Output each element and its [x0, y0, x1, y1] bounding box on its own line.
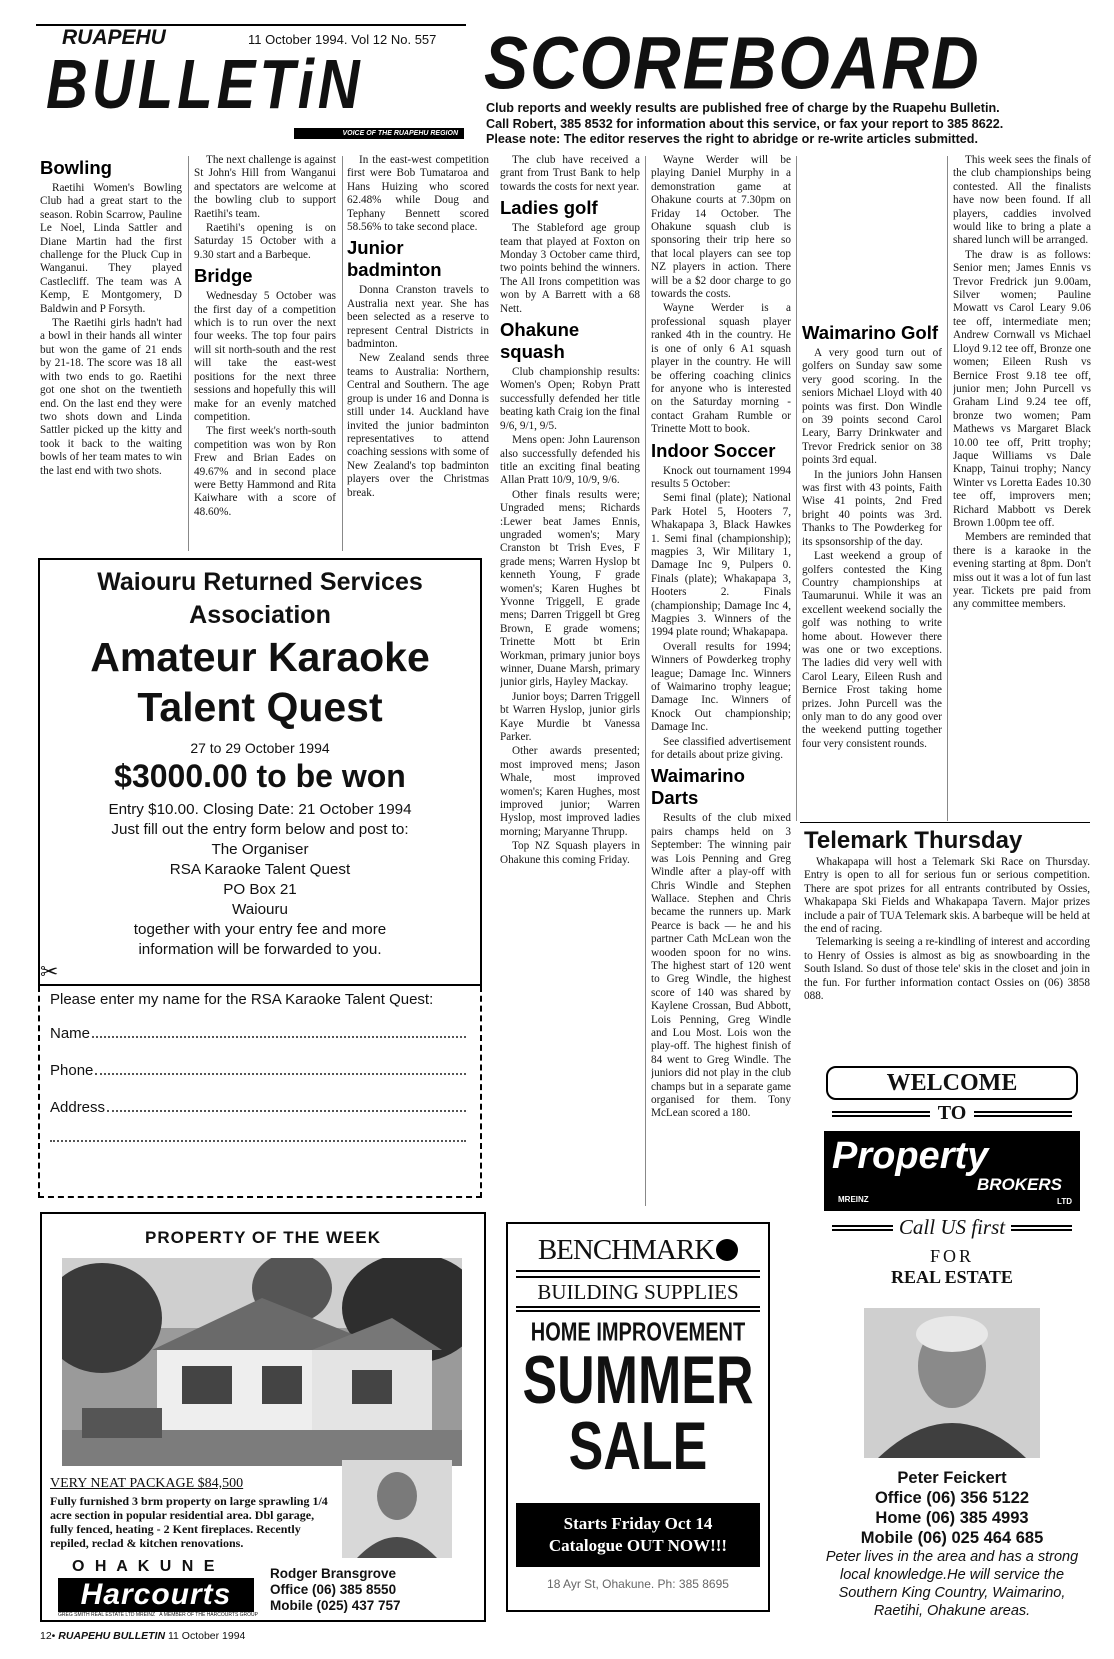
rsa-form-name-field[interactable] [92, 1025, 466, 1038]
column-4 [500, 154, 640, 1209]
ladies-golf-heading: Ladies golf [500, 197, 598, 219]
benchmark-line-3: SALE [568, 1409, 708, 1485]
golf-paragraph: The draw is as follows: Senior men; James Ennis vs Trevor Fredrick jun 9.00am, Silver women; Pauline Mowatt vs Carol Leary 9.06 tee off, intermediate men; Andrew Cornwall vs Michael Lloyd 9.12 tee off, Bronze one women; Eileen Rush vs Bernice Frost 9.18 tee off, junior men; John Purcell vs Graham Lind 9.24 tee off, bronze two women; Pam Mathews vs Margaret Black 10.00 tee off, Pritt trophy; Jaque Williams vs Dale Knapp, Tainui trophy; Nancy Winter vs Loretta Eades 10.30 tee off, improvers men; Richard Mabbott vs Derek Brown 1.00pm tee off. [953, 248, 1091, 529]
soccer-paragraph: Overall results for 1994; Winners of Powderkeg trophy league; Damage Inc. Winners of Waimarino trophy league; Damage Inc. Winners of Knock Out championship; Damage Inc. [651, 640, 791, 734]
pow-title: PROPERTY OF THE WEEK [145, 1228, 381, 1247]
rsa-entry: Entry $10.00. Closing Date: 21 October 1994 [108, 801, 412, 818]
rsa-form-address-label: Address [50, 1099, 106, 1116]
rsa-title-line-3: Amateur Karaoke [90, 634, 430, 680]
pb-logo-ltd: LTD [1057, 1197, 1072, 1206]
rsa-form-address-field[interactable] [107, 1099, 466, 1112]
masthead [36, 18, 466, 148]
squash-paragraph: Wayne Werder is a professional squash player ranked 4th in the country. He is one of only 6 A1 squash player in the country. He will be offering coaching clinics for anyone who is interested on the Saturday morning - contact Graham Rumble or Trinette Mott to book. [651, 302, 791, 436]
rsa-title-line-2: Association [189, 601, 331, 629]
golf-paragraph: This week sees the finals of the club championships being contested. All the finalists have now been found. If all players, caddies involved would like to bring a plate a shared lunch will be arranged. [953, 154, 1091, 247]
rsa-karaoke-ad [38, 558, 482, 986]
rsa-form-intro: Please enter my name for the RSA Karaoke Talent Quest: [50, 991, 434, 1008]
badminton-paragraph: Donna Cranston travels to Australia next year. She has been selected as a reserve to represent Central Districts in badminton. [347, 284, 489, 351]
property-brokers-ad [818, 1060, 1086, 1620]
scoreboard-info-line-3: Please note: The editor reserves the right to abridge or re-write articles submitted. [486, 132, 978, 146]
benchmark-line-2: SUMMER [522, 1343, 754, 1419]
masthead-ruapehu: RUAPEHU [62, 26, 166, 49]
harcourts-company: GREG SMITH REAL ESTATE LTD MREINZ [58, 1612, 156, 1618]
masthead-issue: 11 October 1994. Vol 12 No. 557 [248, 32, 437, 47]
squash-paragraph: Club championship results: Women's Open; Robyn Pratt successfully defended her title beating kath Craig ion the final 9/6, 9/1, 9/5. [500, 366, 640, 432]
benchmark-logo-icon [716, 1239, 738, 1261]
badminton-paragraph: The club have received a grant from Trust Bank to help towards the costs for next year. [500, 154, 640, 193]
junior-badminton-heading: Junior badminton [347, 237, 442, 281]
pow-description: Fully furnished 3 brm property on large sprawling 1/4 acre section in popular residential area. Dbl garage, fully fenced, heating - 2 Kent fireplaces. Recently repiled, reclad & kitchen renovations. [50, 1494, 328, 1550]
ohakune-squash-heading: Ohakune squash [500, 319, 580, 363]
soccer-paragraph: Semi final (plate); National Park Hotel 5, Hooters 7, Whakapapa 3, Black Hawkes 1. Semi final (championship); magpies 3, Wir Military 1, Damage Inc 9, Pulpers 0. Finals (plate); Whakapapa 3, Hooters 2. Finals (championship; Damage Inc 4, Magpies 3. Winners of the 1994 plate round; Whakapapa. [651, 492, 791, 639]
rsa-address-line: Waiouru [232, 901, 288, 918]
pb-agent-blurb: Peter lives in the area and has a strong local knowledge.He will service the Southern King Country, Waimarino, Raetihi, Ohakune areas. [825, 1549, 1079, 1619]
column-5 [651, 154, 791, 1209]
scoreboard-info [486, 101, 1086, 148]
squash-paragraph: Other awards presented; most improved mens; Jason Whale, most improved women's; Karen Hughes, most improved junior; Warren Hyslop, most improved ladies morning; Maryanne Thrupp. [500, 745, 640, 838]
rsa-form-address-row[interactable] [50, 1099, 470, 1116]
rsa-address-line: The Organiser [211, 841, 309, 858]
column-6 [802, 154, 942, 819]
telemark-paragraph: Telemarking is seeing a re-kindling of interest and according to Henry of Ossies is almost as big as snowboarding in the South Island. So dust of those tele' skis in the closet and join in the fun. For further information contact Ossies on (06) 3858 088. [804, 936, 1090, 1003]
harcourts-logo: Harcourts [58, 1578, 254, 1612]
rsa-form-phone-label: Phone [50, 1062, 94, 1079]
scoreboard-info-line-2: Call Robert, 385 8532 for information about this service, or fax your report to 385 8622. [486, 116, 1004, 131]
rsa-closing-line: information will be forwarded to you. [138, 941, 382, 958]
footer-date: 11 October 1994 [167, 1630, 246, 1642]
benchmark-brand [508, 1232, 768, 1268]
bridge-paragraph: Wednesday 5 October was the first day of a competition which is to run over the next four weeks. The top four pairs will sit north-south and the rest will take the east-west positions for the next three sessions and hopefully this will make for an evenly matched competition. [194, 290, 336, 423]
bridge-heading: Bridge [194, 265, 253, 287]
pow-agent-mobile: Mobile (025) 437 757 [270, 1598, 401, 1613]
waimarino-golf-heading: Waimarino Golf [802, 322, 939, 343]
badminton-paragraph: New Zealand sends three teams to Australia: Northern, Central and Southern. The age group is under 16 and Donna is still under 14. Auckland have invited the junior badminton representatives to attend coaching sessions with some of New Zealand's top badminton players over the Christmas break. [347, 352, 489, 499]
pb-logo-mreinz: MREINZ [838, 1195, 869, 1204]
column-2 [194, 154, 336, 550]
agent-photo [342, 1460, 452, 1558]
masthead-bulletin-logo: BULLETiN [46, 45, 364, 124]
rsa-dates: 27 to 29 October 1994 [190, 740, 330, 756]
telemark-paragraph: Whakapapa will host a Telemark Ski Race on Thursday. Entry is open to all for serious fun or serious competition. There are spot prizes for all entrants contributed by Ossies, Whakapapa Ski Fields and Whakapapa Tavern. Major prizes include a pair of TUA Telemark skis. A barbeque will be held at the end of racing. [804, 856, 1090, 936]
pb-logo [824, 1131, 1080, 1211]
golf-paragraph: A very good turn out of golfers on Sunday saw some very good scoring. In the seniors Michael Lloyd with 40 points was first. Don Windle on 39 points second Carol Leary, Barry Drinkwater and Trevor Fredrick senior on 38 points 3rd equal. [802, 347, 942, 467]
harcourts-small-print [58, 1612, 258, 1618]
golf-paragraph: Last weekend a group of golfers contested the King Country championships at Taumarunui. While it was an excellent weekend socially the golf was nothing to write home about. However there was one or two exceptions. The ladies did very well with Carol Leary, Eileen Rush and Bernice Frost taking home prizes. John Purcell was the only man to do any good over the weekend putting together four very consistent rounds. [802, 550, 942, 750]
rsa-address-line: RSA Karaoke Talent Quest [169, 861, 351, 878]
house-photo [62, 1258, 462, 1466]
squash-paragraph: Junior boys; Darren Triggell bt Warren Hyslop, junior girls Kaye Murdie bt Vanessa Parker. [500, 690, 640, 744]
pow-town: O H A K U N E [72, 1558, 218, 1575]
benchmark-starts: Starts Friday Oct 14 [563, 1514, 713, 1533]
soccer-paragraph: Knock out tournament 1994 results 5 October: [651, 464, 791, 490]
page-footer [40, 1630, 245, 1642]
squash-paragraph: Other finals results were; Ungraded mens; Richards :Lewer beat James Ennis, ungraded women's; Mary Cranston bt Trish Eves, F grade mens; Warren Hyslop bt kenneth Young, F grade women's; Karen Hughes bt Yvonne Triggell, E grade mens; Darren Triggell bt Greg Brown, E grade womens; Trinette Mott bt Erin Workman, primary junior boys winner, Duane Marsh, primary junior girls, Hayley Mackay. [500, 488, 640, 689]
masthead-tagline: VOICE OF THE RUAPEHU REGION [294, 128, 464, 139]
scissors-icon: ✂ [40, 960, 59, 985]
indoor-soccer-heading: Indoor Soccer [651, 439, 776, 461]
pb-agent-office: Office (06) 356 5122 [874, 1489, 1030, 1507]
pow-agent-name: Rodger Bransgrove [270, 1566, 397, 1581]
benchmark-line-1: HOME IMPROVEMENT [530, 1318, 746, 1348]
squash-paragraph: Top NZ Squash players in Ohakune this coming Friday. [500, 840, 640, 866]
column-1 [40, 154, 182, 550]
pb-agent-photo [864, 1308, 1040, 1458]
footer-paper-name: RUAPEHU BULLETIN [58, 1630, 166, 1642]
rsa-closing-line: together with your entry fee and more [133, 921, 387, 938]
benchmark-ad [506, 1222, 770, 1612]
benchmark-sub: BUILDING SUPPLIES [537, 1280, 739, 1304]
bowling-heading: Bowling [40, 157, 112, 178]
rsa-address-line: PO Box 21 [223, 881, 297, 898]
pb-logo-brokers: BROKERS [976, 1175, 1062, 1194]
scoreboard-info-line-1: Club reports and weekly results are published free of charge by the Ruapehu Bulletin. [486, 101, 1000, 115]
rsa-form-phone-row[interactable] [50, 1062, 470, 1079]
bridge-paragraph: In the east-west competition first were Bob Tumataroa and Hans Huizing who scored 62.48% while Doug and Tephany Bennett scored 58.56% to take second place. [347, 154, 489, 234]
bowling-paragraph: Raetihi's opening is on Saturday 15 October with a 9.30 start and a Barbeque. [194, 222, 336, 261]
bridge-paragraph: The first week's north-south competition was won by Ron Frew and Brian Eades on 49.67% and in second place were Betty Hammond and Rita Kaiwhare with a score of 48.60%. [194, 425, 336, 518]
darts-paragraph: Results of the club mixed pairs champs held on 3 September: The winning pair was Lois Penning and Greg Windle after a play-off with Chris Windle and Stephen Wallace. Stephen and Chris became the runners up. Mark Pearce is back — he and his partner Cath McLean won the wooden spoon for no wins. The highest start of 120 went to Greg Windle, the highest score of 140 was shared by Kaylene Crossan, Bud Abbott, Lois Penning, Greg Windle and Lou Most. Lois won the play-off. The highest finish of 84 went to Greg Windle. The juniors did not play in the club champs but in a separate game organised for them. Tony McLean scored a 180. [651, 812, 791, 1120]
harcourts-member: A MEMBER OF THE HARCOURTS GROUP [159, 1612, 258, 1618]
pb-for: FOR [929, 1246, 974, 1266]
rsa-title-line-1: Waiouru Returned Services [97, 568, 423, 596]
footer-page-number: 12• [40, 1630, 56, 1642]
rsa-entry-form[interactable] [38, 986, 482, 1198]
benchmark-catalogue: Catalogue OUT NOW!!! [548, 1536, 728, 1555]
pb-welcome-frame [826, 1066, 1078, 1100]
telemark-heading: Telemark Thursday [804, 827, 1023, 854]
bowling-paragraph: Raetihi Women's Bowling Club had a great start to the season. Robin Scarrow, Pauline Le Noel, Linda Sattler and Diane Martin had the first challenge for the Pluck Cup in Wanganui. They played Castlecliff. The team was A Kemp, E Montgomery, D Baldwin and P Forsyth. [40, 182, 182, 315]
bowling-paragraph: The Raetihi girls hadn't had a bowl in their hands all winter but won the game of 21 ends by 21-18. The score was 18 all with two ends to go. Raetihi got one shot on the twentieth end. On the last end they were two shots down and Linda Sattler picked up the kitty and took it back to the waiting bowls of her team mates to win the last end with two shots. [40, 317, 182, 477]
rsa-prize: $3000.00 to be won [114, 758, 406, 794]
benchmark-starts-panel [516, 1503, 760, 1567]
pb-logo-property: Property [832, 1135, 989, 1177]
squash-paragraph: Wayne Werder will be playing Daniel Murphy in a demonstration game at Ohakune courts at 7.30pm on Friday 14 October. The Ohakune squash club is sponsoring their trip here so that local players can see top NZ players in action. There will be a $2 door charge to go towards the costs. [651, 154, 791, 301]
benchmark-address: 18 Ayr St, Ohakune. Ph: 385 8695 [547, 1577, 729, 1591]
pb-to: TO [937, 1102, 967, 1124]
ladies-golf-paragraph: The Stableford age group team that played at Foxton on Monday 3 October came third, two points behind the winners. The All Irons competition was won by A Barrett with a 68 Nett. [500, 222, 640, 315]
golf-paragraph: In the juniors John Hansen was first with 43 points, Faith Wise 41 points, 2nd Fred bright 40 points was 3rd. Thanks to The Powderkeg for its spsonsorship of the day. [802, 468, 942, 548]
golf-paragraph: Members are reminded that there is a karaoke in the evening starting at 8pm. Don't miss out it was a lot of fun last year. Tickets pre paid from any committee members. [953, 531, 1091, 611]
pb-agent-mobile: Mobile (06) 025 464 685 [860, 1529, 1044, 1547]
pb-real-estate: REAL ESTATE [891, 1267, 1013, 1287]
column-3 [347, 154, 489, 550]
pb-agent-home: Home (06) 385 4993 [875, 1509, 1029, 1527]
soccer-paragraph: See classified advertisement for details about prize giving. [651, 735, 791, 762]
squash-paragraph: Mens open: John Laurenson also successfully defended his title an exciting final beating Allan Pratt 10/9, 10/9, 9/6. [500, 434, 640, 487]
pb-agent-name: Peter Feickert [897, 1469, 1007, 1487]
scoreboard-title: SCOREBOARD [484, 21, 981, 105]
pow-headline: VERY NEAT PACKAGE $84,500 [50, 1476, 244, 1491]
pb-call: Call US first [898, 1215, 1006, 1239]
bowling-paragraph: The next challenge is against St John's Hill from Wanganui and spectators are welcome at the bowling club to support Raetihi's team. [194, 154, 336, 220]
pb-welcome: WELCOME [886, 1070, 1018, 1096]
rsa-form-name-row[interactable] [50, 1025, 470, 1042]
rsa-form-address-field-2[interactable] [50, 1140, 466, 1142]
rsa-post: Just fill out the entry form below and post to: [111, 821, 409, 838]
rsa-form-phone-field[interactable] [95, 1062, 466, 1075]
pow-agent-office: Office (06) 385 8550 [270, 1582, 397, 1597]
column-7 [953, 154, 1091, 819]
rsa-title-line-4: Talent Quest [137, 684, 383, 730]
property-of-the-week-ad [40, 1212, 486, 1622]
waimarino-darts-heading: Waimarino Darts [651, 765, 745, 809]
benchmark-brand-text: BENCHMARK [537, 1234, 715, 1266]
telemark-article [804, 826, 1090, 1003]
rsa-form-name-label: Name [50, 1025, 91, 1042]
